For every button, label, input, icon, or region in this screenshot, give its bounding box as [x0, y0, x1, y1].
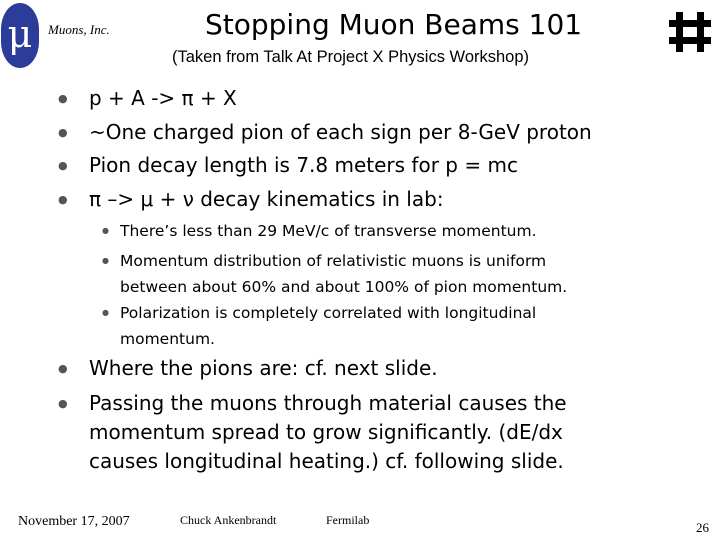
- bullet-text: Momentum distribution of relativistic muons is uniform: [120, 252, 547, 270]
- slide-subtitle: (Taken from Talk At Project X Physics Workshop): [172, 48, 530, 66]
- main-bullet-list: [58, 86, 708, 226]
- footer-date: November 17, 2007: [18, 514, 130, 529]
- bullet-icon: ●: [58, 193, 68, 206]
- bullet-icon: ●: [102, 226, 109, 235]
- main-bullet-list-2: [58, 356, 708, 478]
- bullet-icon: ●: [58, 362, 68, 375]
- footer-org: Fermilab: [326, 513, 370, 527]
- bullet-text: There’s less than 29 MeV/c of transverse momentum.: [120, 222, 537, 240]
- company-name: Muons, Inc.: [48, 22, 110, 37]
- bullet-text: Where the pions are: cf. next slide.: [89, 356, 438, 380]
- footer-author: Chuck Ankenbrandt: [180, 513, 277, 527]
- bullet-text: p + A -> π + X: [89, 86, 237, 110]
- bullet-icon: ●: [58, 397, 68, 410]
- mu-logo-icon: μ: [1, 3, 39, 68]
- bullet-text: momentum.: [120, 330, 215, 348]
- bullet-icon: ●: [102, 256, 109, 265]
- bullet-text: between about 60% and about 100% of pion momentum.: [120, 278, 568, 296]
- bullet-icon: ●: [102, 308, 109, 317]
- sub-bullet-list: [102, 218, 702, 348]
- bullet-text: Passing the muons through material causes the: [89, 391, 567, 415]
- page-number: 26: [696, 520, 709, 535]
- bullet-text: π –> μ + ν decay kinematics in lab:: [89, 187, 444, 211]
- bullet-text: causes longitudinal heating.) cf. following slide.: [89, 449, 564, 473]
- slide-title: Stopping Muon Beams 101: [205, 8, 583, 41]
- bullet-text: momentum spread to grow significantly. (dE/dx: [89, 420, 563, 444]
- bullet-text: Pion decay length is 7.8 meters for p = mc: [89, 153, 518, 177]
- fermilab-logo-icon: [668, 10, 712, 54]
- bullet-text: Polarization is completely correlated with longitudinal: [120, 304, 537, 322]
- bullet-text: ~One charged pion of each sign per 8-GeV proton: [89, 120, 592, 144]
- bullet-icon: ●: [58, 92, 68, 105]
- bullet-icon: ●: [58, 126, 68, 139]
- bullet-icon: ●: [58, 159, 68, 172]
